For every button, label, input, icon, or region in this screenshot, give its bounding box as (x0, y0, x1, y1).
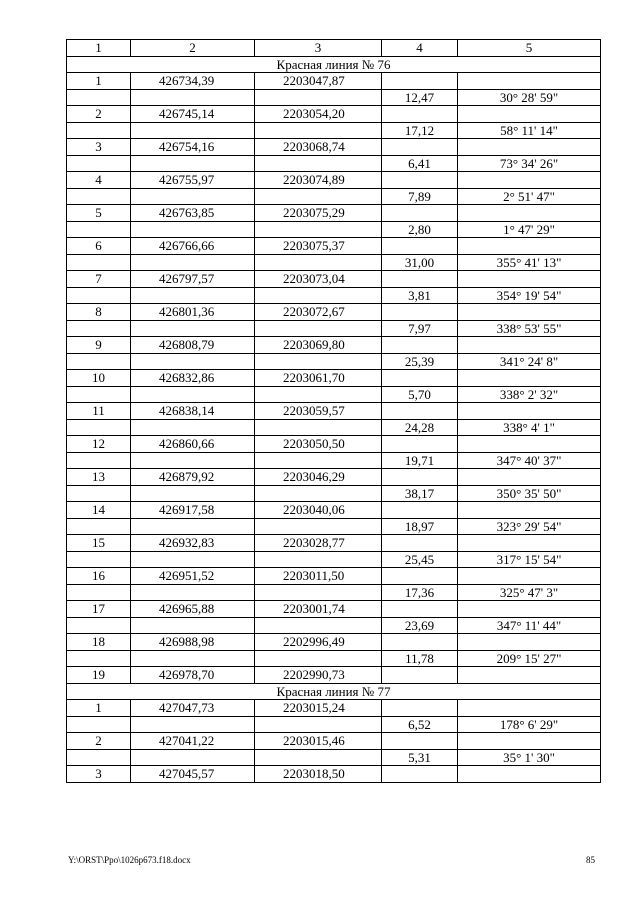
empty-x-cell (131, 419, 255, 436)
point-number: 11 (67, 403, 131, 420)
empty-y-cell (255, 551, 382, 568)
segment-row (67, 749, 601, 766)
segment-row (67, 419, 601, 436)
point-number: 13 (67, 469, 131, 486)
empty-y-cell (255, 287, 382, 304)
empty-x-cell (131, 254, 255, 271)
segment-direction-angle: 325° 47' 3" (458, 584, 601, 601)
empty-length-cell (382, 667, 458, 684)
segment-direction-angle: 73° 34' 26" (458, 155, 601, 172)
segment-row (67, 617, 601, 634)
segment-direction-angle: 317° 15' 54" (458, 551, 601, 568)
empty-angle-cell (458, 370, 601, 387)
empty-length-cell (382, 634, 458, 651)
point-row (67, 271, 601, 288)
empty-angle-cell (458, 568, 601, 585)
coord-y: 2203015,46 (255, 733, 382, 750)
point-row (67, 634, 601, 651)
segment-length: 24,28 (382, 419, 458, 436)
empty-x-cell (131, 584, 255, 601)
footer-page-number: 85 (586, 855, 595, 865)
coord-y: 2203075,29 (255, 205, 382, 222)
empty-angle-cell (458, 337, 601, 354)
coord-y: 2203061,70 (255, 370, 382, 387)
header-cell-2: 2 (131, 40, 255, 57)
coord-x: 426951,52 (131, 568, 255, 585)
empty-angle-cell (458, 634, 601, 651)
empty-length-cell (382, 535, 458, 552)
empty-angle-cell (458, 172, 601, 189)
coord-y: 2203011,50 (255, 568, 382, 585)
segment-length: 25,45 (382, 551, 458, 568)
segment-row (67, 89, 601, 106)
empty-length-cell (382, 766, 458, 783)
coord-x: 426965,88 (131, 601, 255, 618)
coord-x: 426745,14 (131, 106, 255, 123)
coordinates-table (66, 39, 601, 783)
empty-y-cell (255, 221, 382, 238)
segment-direction-angle: 58° 11' 14" (458, 122, 601, 139)
coord-y: 2203059,57 (255, 403, 382, 420)
coord-y: 2203018,50 (255, 766, 382, 783)
point-row (67, 667, 601, 684)
empty-y-cell (255, 188, 382, 205)
empty-length-cell (382, 172, 458, 189)
empty-angle-cell (458, 436, 601, 453)
empty-angle-cell (458, 304, 601, 321)
empty-angle-cell (458, 667, 601, 684)
coord-x: 426754,16 (131, 139, 255, 156)
segment-direction-angle: 209° 15' 27" (458, 650, 601, 667)
empty-length-cell (382, 271, 458, 288)
point-row (67, 139, 601, 156)
empty-number-cell (67, 353, 131, 370)
section-title: Красная линия № 77 (67, 683, 601, 700)
coord-y: 2203054,20 (255, 106, 382, 123)
segment-length: 6,52 (382, 716, 458, 733)
point-row (67, 205, 601, 222)
empty-y-cell (255, 485, 382, 502)
empty-number-cell (67, 89, 131, 106)
point-number: 1 (67, 73, 131, 90)
coord-x: 426808,79 (131, 337, 255, 354)
point-row (67, 568, 601, 585)
empty-y-cell (255, 386, 382, 403)
segment-length: 25,39 (382, 353, 458, 370)
empty-angle-cell (458, 535, 601, 552)
segment-row (67, 452, 601, 469)
empty-y-cell (255, 89, 382, 106)
empty-number-cell (67, 254, 131, 271)
point-row (67, 700, 601, 717)
segment-length: 12,47 (382, 89, 458, 106)
empty-x-cell (131, 617, 255, 634)
coord-x: 426860,66 (131, 436, 255, 453)
point-number: 5 (67, 205, 131, 222)
empty-x-cell (131, 386, 255, 403)
segment-row (67, 287, 601, 304)
point-row (67, 601, 601, 618)
section-title-row (67, 683, 601, 700)
empty-number-cell (67, 518, 131, 535)
point-number: 2 (67, 733, 131, 750)
coordinates-table-body (67, 40, 601, 783)
point-number: 8 (67, 304, 131, 321)
point-number: 2 (67, 106, 131, 123)
point-number: 7 (67, 271, 131, 288)
point-row (67, 733, 601, 750)
point-row (67, 106, 601, 123)
empty-x-cell (131, 122, 255, 139)
coord-x: 426832,86 (131, 370, 255, 387)
segment-length: 38,17 (382, 485, 458, 502)
coord-y: 2203050,50 (255, 436, 382, 453)
point-number: 18 (67, 634, 131, 651)
segment-length: 19,71 (382, 452, 458, 469)
coord-y: 2203074,89 (255, 172, 382, 189)
point-number: 4 (67, 172, 131, 189)
coord-x: 426879,92 (131, 469, 255, 486)
coord-x: 427047,73 (131, 700, 255, 717)
segment-row (67, 386, 601, 403)
empty-number-cell (67, 122, 131, 139)
empty-angle-cell (458, 73, 601, 90)
empty-length-cell (382, 436, 458, 453)
empty-x-cell (131, 485, 255, 502)
segment-direction-angle: 2° 51' 47" (458, 188, 601, 205)
coord-y: 2203073,04 (255, 271, 382, 288)
point-row (67, 238, 601, 255)
table-header-row (67, 40, 601, 57)
segment-length: 17,12 (382, 122, 458, 139)
empty-length-cell (382, 337, 458, 354)
coord-y: 2203047,87 (255, 73, 382, 90)
coord-x: 427041,22 (131, 733, 255, 750)
empty-length-cell (382, 733, 458, 750)
empty-x-cell (131, 749, 255, 766)
point-row (67, 469, 601, 486)
empty-number-cell (67, 221, 131, 238)
coord-x: 426838,14 (131, 403, 255, 420)
coord-y: 2203069,80 (255, 337, 382, 354)
empty-y-cell (255, 518, 382, 535)
coord-x: 426766,66 (131, 238, 255, 255)
segment-length: 18,97 (382, 518, 458, 535)
header-cell-4: 4 (382, 40, 458, 57)
segment-length: 31,00 (382, 254, 458, 271)
empty-x-cell (131, 353, 255, 370)
segment-row (67, 320, 601, 337)
coord-y: 2203040,06 (255, 502, 382, 519)
header-cell-5: 5 (458, 40, 601, 57)
segment-direction-angle: 338° 53' 55" (458, 320, 601, 337)
point-row (67, 370, 601, 387)
coord-y: 2203075,37 (255, 238, 382, 255)
segment-row (67, 188, 601, 205)
empty-length-cell (382, 601, 458, 618)
empty-angle-cell (458, 502, 601, 519)
empty-number-cell (67, 584, 131, 601)
coord-y: 2203046,29 (255, 469, 382, 486)
empty-y-cell (255, 617, 382, 634)
empty-x-cell (131, 287, 255, 304)
coord-x: 426801,36 (131, 304, 255, 321)
empty-x-cell (131, 650, 255, 667)
segment-direction-angle: 347° 11' 44" (458, 617, 601, 634)
segment-row (67, 221, 601, 238)
point-number: 1 (67, 700, 131, 717)
empty-length-cell (382, 370, 458, 387)
empty-length-cell (382, 139, 458, 156)
segment-row (67, 716, 601, 733)
empty-angle-cell (458, 733, 601, 750)
empty-angle-cell (458, 601, 601, 618)
empty-y-cell (255, 155, 382, 172)
coord-x: 426988,98 (131, 634, 255, 651)
header-cell-3: 3 (255, 40, 382, 57)
empty-length-cell (382, 469, 458, 486)
segment-length: 11,78 (382, 650, 458, 667)
coord-y: 2203015,24 (255, 700, 382, 717)
empty-number-cell (67, 716, 131, 733)
empty-number-cell (67, 287, 131, 304)
empty-number-cell (67, 485, 131, 502)
empty-angle-cell (458, 139, 601, 156)
point-number: 19 (67, 667, 131, 684)
segment-row (67, 353, 601, 370)
segment-direction-angle: 323° 29' 54" (458, 518, 601, 535)
empty-x-cell (131, 518, 255, 535)
point-row (67, 304, 601, 321)
point-row (67, 73, 601, 90)
empty-angle-cell (458, 700, 601, 717)
segment-length: 2,80 (382, 221, 458, 238)
coord-x: 426734,39 (131, 73, 255, 90)
segment-length: 6,41 (382, 155, 458, 172)
empty-length-cell (382, 502, 458, 519)
header-cell-1: 1 (67, 40, 131, 57)
point-number: 15 (67, 535, 131, 552)
segment-row (67, 155, 601, 172)
coord-x: 427045,57 (131, 766, 255, 783)
segment-direction-angle: 347° 40' 37" (458, 452, 601, 469)
coord-x: 426932,83 (131, 535, 255, 552)
point-number: 6 (67, 238, 131, 255)
segment-direction-angle: 341° 24' 8" (458, 353, 601, 370)
coord-x: 426763,85 (131, 205, 255, 222)
empty-y-cell (255, 419, 382, 436)
empty-y-cell (255, 320, 382, 337)
segment-direction-angle: 35° 1' 30" (458, 749, 601, 766)
point-number: 10 (67, 370, 131, 387)
segment-direction-angle: 350° 35' 50" (458, 485, 601, 502)
segment-length: 3,81 (382, 287, 458, 304)
point-number: 9 (67, 337, 131, 354)
point-number: 16 (67, 568, 131, 585)
empty-length-cell (382, 403, 458, 420)
point-number: 14 (67, 502, 131, 519)
point-number: 12 (67, 436, 131, 453)
coord-y: 2203068,74 (255, 139, 382, 156)
empty-x-cell (131, 551, 255, 568)
coord-y: 2202996,49 (255, 634, 382, 651)
segment-direction-angle: 338° 2' 32" (458, 386, 601, 403)
empty-x-cell (131, 89, 255, 106)
segment-direction-angle: 354° 19' 54" (458, 287, 601, 304)
point-row (67, 337, 601, 354)
empty-y-cell (255, 749, 382, 766)
empty-y-cell (255, 716, 382, 733)
empty-x-cell (131, 221, 255, 238)
empty-length-cell (382, 700, 458, 717)
empty-x-cell (131, 452, 255, 469)
empty-x-cell (131, 188, 255, 205)
coord-y: 2203072,67 (255, 304, 382, 321)
empty-angle-cell (458, 469, 601, 486)
segment-length: 5,70 (382, 386, 458, 403)
empty-x-cell (131, 716, 255, 733)
point-number: 17 (67, 601, 131, 618)
empty-number-cell (67, 452, 131, 469)
empty-angle-cell (458, 271, 601, 288)
empty-number-cell (67, 320, 131, 337)
segment-length: 5,31 (382, 749, 458, 766)
empty-number-cell (67, 650, 131, 667)
point-row (67, 403, 601, 420)
empty-y-cell (255, 452, 382, 469)
coord-y: 2203028,77 (255, 535, 382, 552)
section-title: Красная линия № 76 (67, 56, 601, 73)
empty-x-cell (131, 320, 255, 337)
empty-number-cell (67, 419, 131, 436)
empty-number-cell (67, 551, 131, 568)
empty-length-cell (382, 205, 458, 222)
segment-row (67, 122, 601, 139)
segment-row (67, 551, 601, 568)
empty-number-cell (67, 188, 131, 205)
empty-length-cell (382, 106, 458, 123)
footer-file-path: Y:\ORST\Ppo\1026p673.f18.docx (68, 855, 191, 865)
coord-x: 426755,97 (131, 172, 255, 189)
coord-x: 426797,57 (131, 271, 255, 288)
empty-number-cell (67, 155, 131, 172)
segment-direction-angle: 30° 28' 59" (458, 89, 601, 106)
segment-direction-angle: 338° 4' 1" (458, 419, 601, 436)
empty-y-cell (255, 353, 382, 370)
empty-angle-cell (458, 106, 601, 123)
segment-length: 7,97 (382, 320, 458, 337)
coord-x: 426917,58 (131, 502, 255, 519)
segment-row (67, 584, 601, 601)
empty-length-cell (382, 304, 458, 321)
segment-length: 7,89 (382, 188, 458, 205)
segment-direction-angle: 1° 47' 29" (458, 221, 601, 238)
section-title-row (67, 56, 601, 73)
empty-number-cell (67, 617, 131, 634)
segment-row (67, 518, 601, 535)
segment-length: 23,69 (382, 617, 458, 634)
point-row (67, 172, 601, 189)
empty-angle-cell (458, 205, 601, 222)
empty-y-cell (255, 650, 382, 667)
empty-x-cell (131, 155, 255, 172)
segment-row (67, 254, 601, 271)
segment-row (67, 650, 601, 667)
empty-length-cell (382, 568, 458, 585)
empty-length-cell (382, 73, 458, 90)
empty-y-cell (255, 122, 382, 139)
empty-number-cell (67, 386, 131, 403)
empty-angle-cell (458, 238, 601, 255)
point-number: 3 (67, 766, 131, 783)
empty-number-cell (67, 749, 131, 766)
coord-y: 2203001,74 (255, 601, 382, 618)
empty-angle-cell (458, 403, 601, 420)
coord-x: 426978,70 (131, 667, 255, 684)
empty-y-cell (255, 254, 382, 271)
point-number: 3 (67, 139, 131, 156)
point-row (67, 766, 601, 783)
segment-length: 17,36 (382, 584, 458, 601)
segment-direction-angle: 178° 6' 29" (458, 716, 601, 733)
segment-row (67, 485, 601, 502)
point-row (67, 436, 601, 453)
segment-direction-angle: 355° 41' 13" (458, 254, 601, 271)
coord-y: 2202990,73 (255, 667, 382, 684)
point-row (67, 502, 601, 519)
empty-y-cell (255, 584, 382, 601)
empty-angle-cell (458, 766, 601, 783)
empty-length-cell (382, 238, 458, 255)
point-row (67, 535, 601, 552)
